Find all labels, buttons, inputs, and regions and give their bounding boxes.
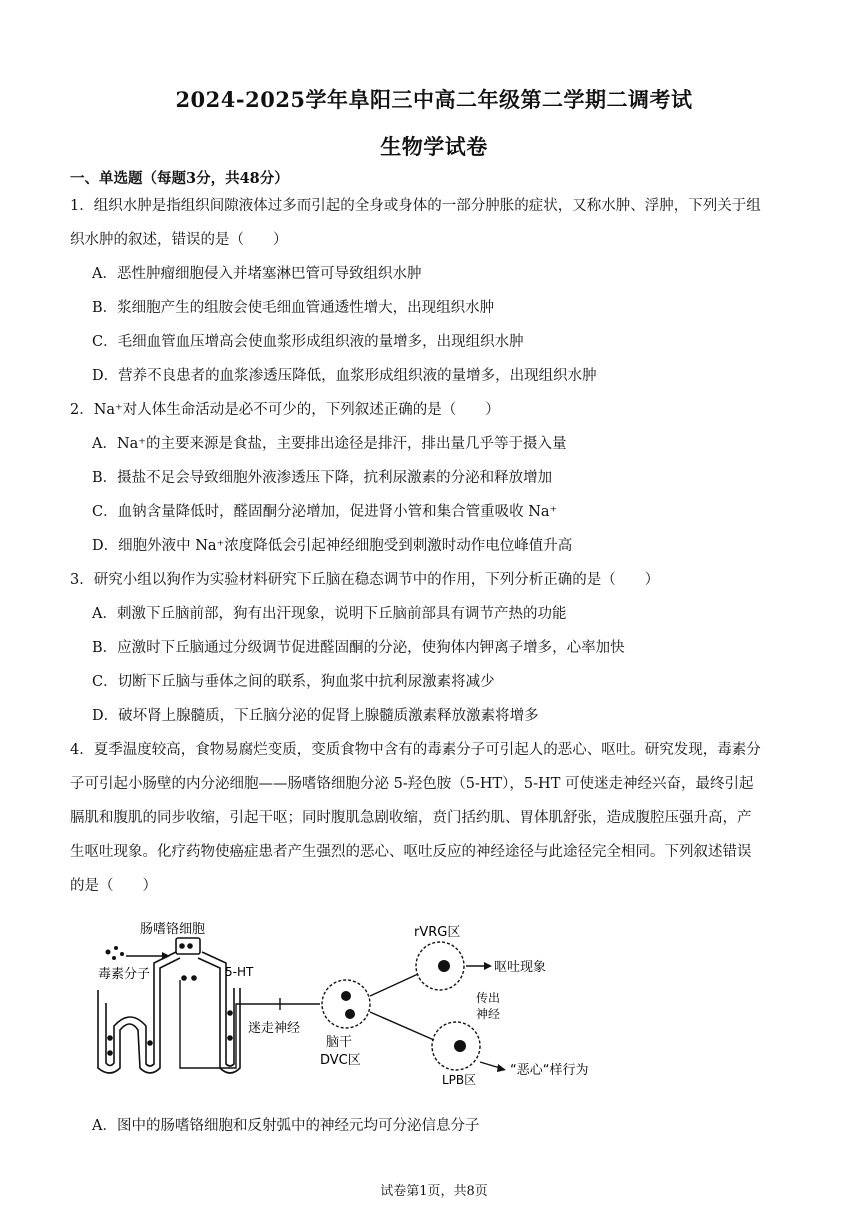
vagus-label: 迷走神经: [248, 1021, 301, 1036]
q1-stem-line1: 1．组织水肿是指组织间隙液体过多而引起的全身或身体的一部分肿胀的症状，又称水肿、浮肿，下列关于组: [70, 198, 761, 214]
q3-option-b: B．应激时下丘脑通过分级调节促进醛固酮的分泌，使狗体内钾离子增多，心率加快: [92, 640, 625, 656]
q1-option-d: D．营养不良患者的血浆渗透压降低，血浆形成组织液的量增多，出现组织水肿: [92, 368, 597, 384]
ht-label: 5-HT: [225, 965, 254, 979]
q4-option-a: A．图中的肠嗜铬细胞和反射弧中的神经元均可分泌信息分子: [92, 1118, 480, 1134]
vomit-label: 呕吐现象: [494, 960, 547, 975]
exam-subtitle: 生物学试卷: [380, 134, 488, 159]
nausea-label: “恶心“样行为: [510, 1063, 589, 1078]
lpb-out-arrowhead: [497, 1064, 506, 1072]
exam-title: 2024-2025学年阜阳三中高二年级第二学期二调考试: [175, 87, 693, 112]
pathway-diagram: [80, 918, 620, 1088]
toxin-arrowhead: [162, 952, 170, 960]
q4-stem-line1: 4．夏季温度较高，食物易腐烂变质，变质食物中含有的毒素分子可引起人的恶心、呕吐。研究发现，毒素分: [70, 742, 761, 758]
q4-stem-line5: 的是（ ）: [70, 878, 157, 894]
efferent-label-1: 传出: [476, 991, 501, 1005]
q4-stem-line3: 膈肌和腹肌的同步收缩，引起干呕；同时腹肌急剧收缩，贲门括约肌、胃体肌舒张，造成腹腔压强升高，产: [70, 810, 752, 826]
rvrg-out-arrowhead: [484, 962, 492, 970]
q1-option-a: A．恶性肿瘤细胞侵入并堵塞淋巴管可导致组织水肿: [92, 266, 422, 282]
q2-option-c: C．血钠含量降低时，醛固酮分泌增加，促进肾小管和集合管重吸收 Na⁺: [92, 504, 558, 520]
q4-stem-line4: 生呕吐现象。化疗药物使癌症患者产生强烈的恶心、呕吐反应的神经途径与此途径完全相同。下列叙述错误: [70, 844, 752, 860]
dvc-to-lpb-arrow: [370, 1012, 434, 1040]
lpb-out-arrow: [480, 1062, 500, 1068]
toxin-molecules: [106, 946, 125, 960]
q1-option-c: C．毛细血管血压增高会使血浆形成组织液的量增多，出现组织水肿: [92, 334, 524, 350]
lpb-label: LPB区: [442, 1073, 477, 1087]
q2-option-b: B．摄盐不足会导致细胞外液渗透压下降，抗利尿激素的分泌和释放增加: [92, 470, 553, 486]
dvc-label: DVC区: [320, 1053, 361, 1068]
q3-stem: 3．研究小组以狗作为实验材料研究下丘脑在稳态调节中的作用，下列分析正确的是（ ）: [70, 572, 660, 588]
q2-stem: 2．Na⁺对人体生命活动是必不可少的，下列叙述正确的是（ ）: [70, 402, 500, 418]
q1-stem-line2: 织水肿的叙述，错误的是（ ）: [70, 232, 288, 248]
rvrg-label: rVRG区: [414, 925, 461, 940]
q3-option-d: D．破坏肾上腺髓质，下丘脑分泌的促肾上腺髓质激素释放激素将增多: [92, 708, 539, 724]
brainstem-label: 脑干: [326, 1035, 353, 1050]
q4-stem-line2: 子可引起小肠壁的内分泌细胞——肠嗜铬细胞分泌 5-羟色胺（5-HT），5-HT 可使迷走神经兴奋，最终引起: [70, 776, 754, 792]
enterochromaffin-label: 肠嗜铬细胞: [140, 922, 206, 937]
toxin-label: 毒素分子: [98, 967, 151, 982]
rvrg-neuron: [438, 960, 450, 972]
vomiting-pathway-figure: [80, 918, 620, 1088]
dvc-to-rvrg-arrow: [370, 974, 418, 996]
page-footer: 试卷第1页，共8页: [380, 1184, 488, 1199]
section-heading: 一、单选题（每题3分，共48分）: [70, 170, 289, 187]
q1-option-b: B．浆细胞产生的组胺会使毛细血管通透性增大，出现组织水肿: [92, 300, 495, 316]
q3-option-a: A．刺激下丘脑前部，狗有出汗现象，说明下丘脑前部具有调节产热的功能: [92, 606, 567, 622]
q2-option-d: D．细胞外液中 Na⁺浓度降低会引起神经细胞受到刺激时动作电位峰值升高: [92, 538, 573, 554]
dvc-neuron-1: [341, 991, 351, 1001]
dvc-neuron-2: [345, 1009, 355, 1019]
q2-option-a: A．Na⁺的主要来源是食盐，主要排出途径是排汗，排出量几乎等于摄入量: [92, 436, 567, 452]
q3-option-c: C．切断下丘脑与垂体之间的联系，狗血浆中抗利尿激素将减少: [92, 674, 495, 690]
dvc-region: [322, 980, 370, 1028]
intestine-wall: [98, 938, 240, 1073]
efferent-label-2: 神经: [476, 1007, 501, 1021]
lpb-neuron: [454, 1040, 466, 1052]
